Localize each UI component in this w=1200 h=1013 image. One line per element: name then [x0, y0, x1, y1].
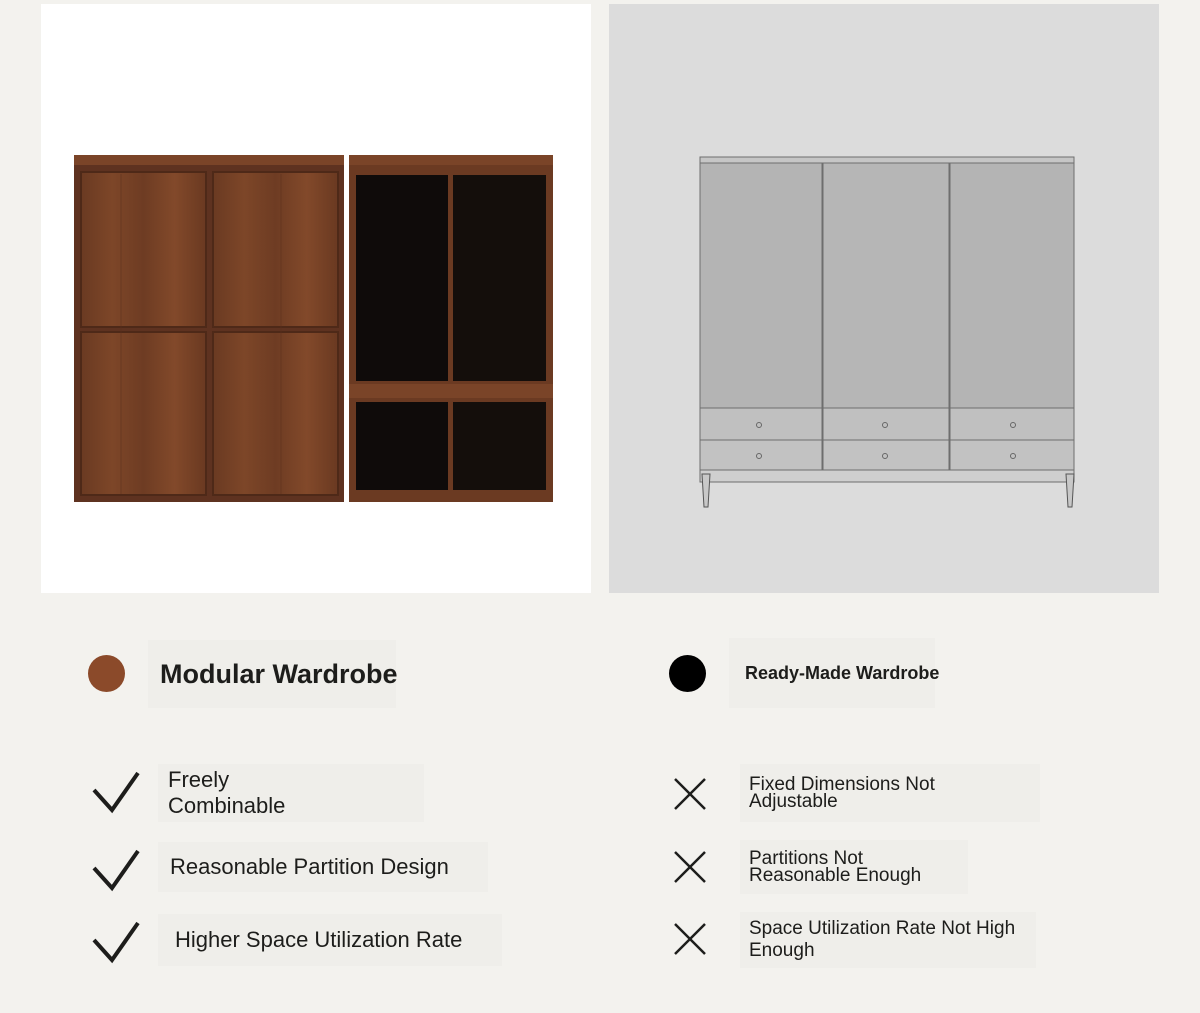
- modular-wardrobe-image-panel: [41, 4, 591, 593]
- feature-label: Partitions Not Reasonable Enough: [749, 848, 922, 886]
- feature-reasonable-partition-design: [158, 842, 488, 892]
- cross-icon: [673, 922, 707, 956]
- cross-icon: [673, 777, 707, 811]
- check-icon: [92, 770, 140, 814]
- ready-made-wardrobe-image-panel: [609, 4, 1159, 593]
- feature-freely-combinable: [158, 764, 424, 822]
- feature-label: Space Utilization Rate Not High Enough: [749, 918, 1016, 961]
- feature-label: Reasonable Partition Design: [170, 854, 449, 879]
- ready-made-color-dot: [669, 655, 706, 692]
- ready-made-wardrobe-title-text: Ready-Made Wardrobe: [745, 662, 940, 683]
- feature-fixed-dimensions: [740, 764, 1040, 822]
- ready-made-wardrobe-title: [729, 638, 940, 708]
- feature-partitions-not-reasonable: [740, 840, 968, 894]
- feature-label: Higher Space Utilization Rate: [175, 927, 463, 952]
- cross-icon: [673, 850, 707, 884]
- feature-space-utilization-not-high: [740, 912, 1036, 968]
- modular-color-dot: [88, 655, 125, 692]
- modular-wardrobe-title-text: Modular Wardrobe: [160, 658, 398, 689]
- feature-higher-space-utilization: [158, 914, 502, 966]
- modular-wardrobe-illustration: [41, 4, 591, 593]
- modular-wardrobe-title: [148, 640, 396, 708]
- check-icon: [92, 848, 140, 892]
- feature-label: Freely Combinable: [168, 767, 286, 818]
- check-icon: [92, 920, 140, 964]
- ready-made-wardrobe-illustration: [609, 4, 1159, 593]
- feature-label: Fixed Dimensions Not Adjustable: [749, 774, 935, 812]
